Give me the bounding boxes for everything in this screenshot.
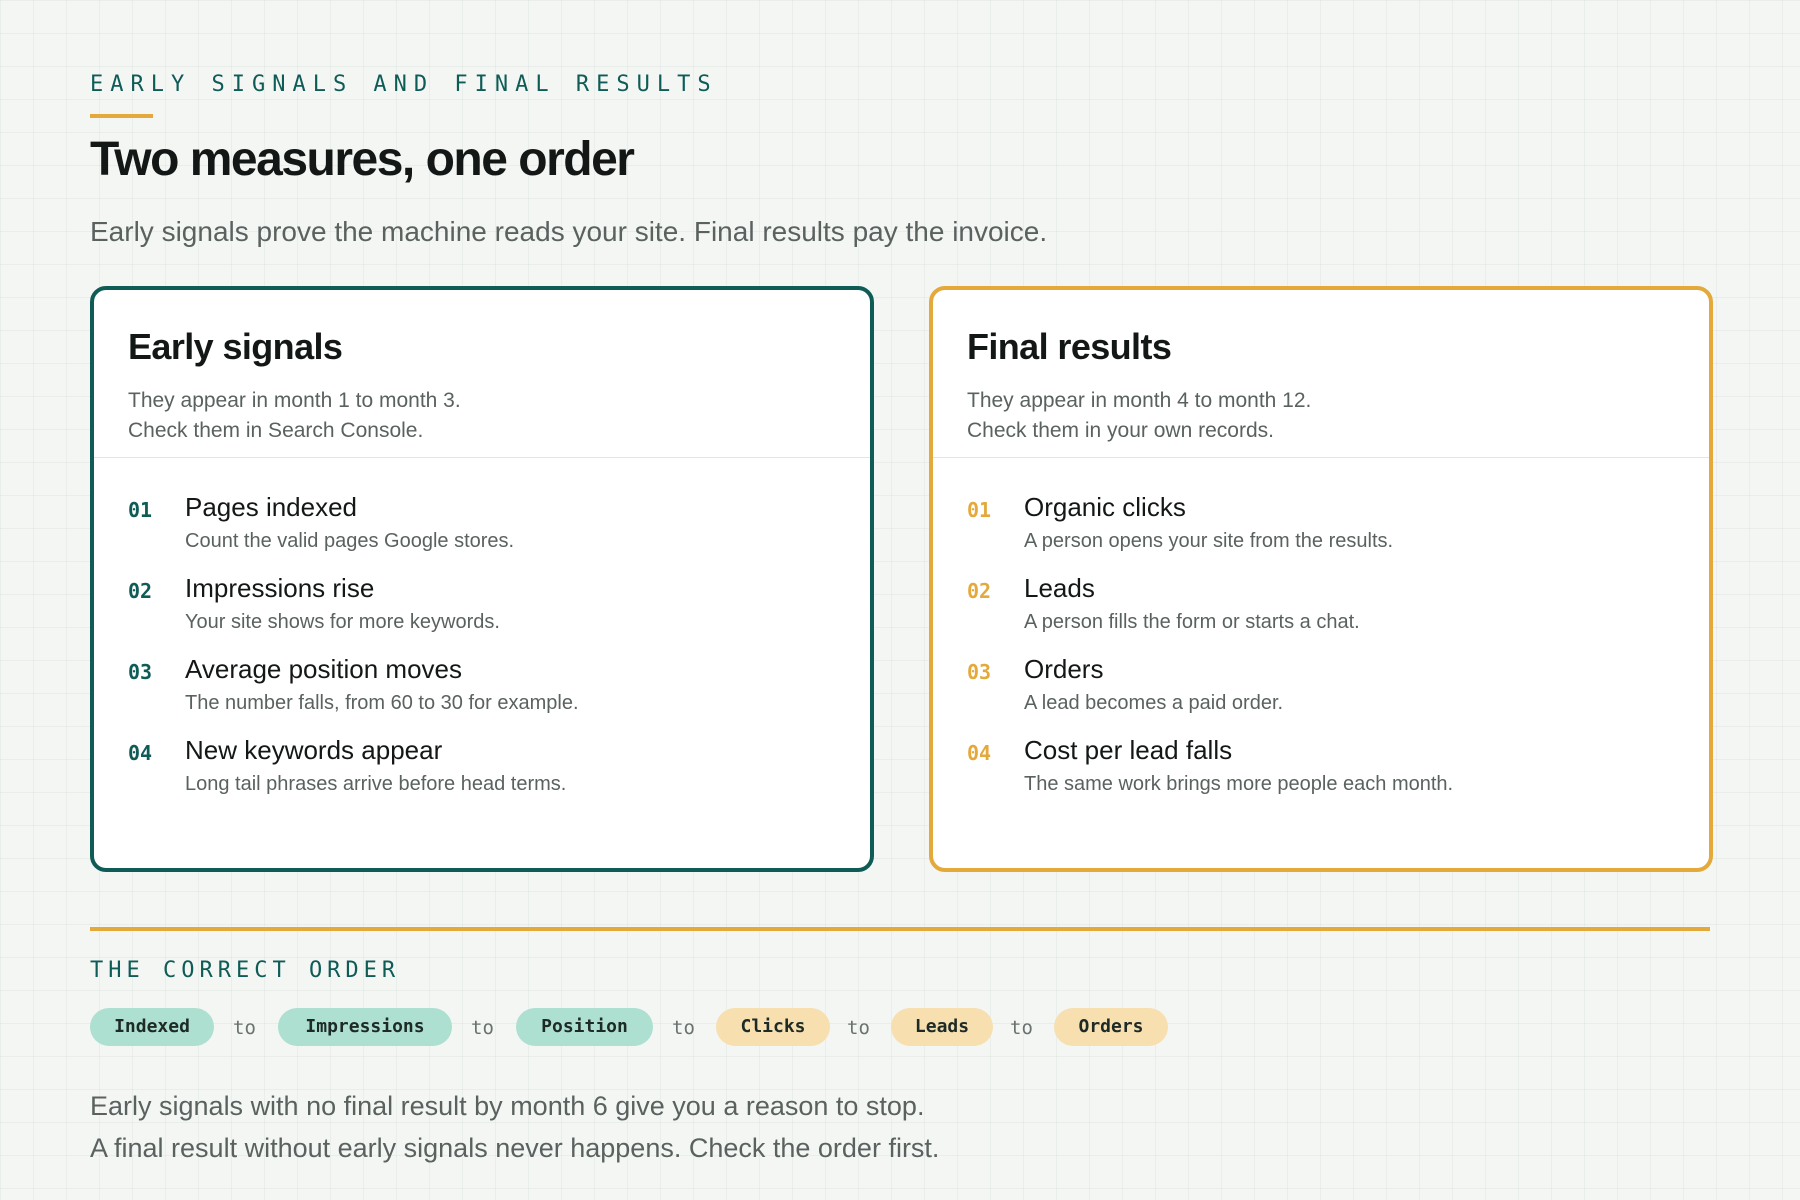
item-title: Pages indexed (185, 492, 358, 522)
item-title: New keywords appear (185, 735, 443, 765)
step-chip-clicks: Clicks (716, 1008, 830, 1046)
list-item (933, 648, 1709, 728)
order-eyebrow: THE CORRECT ORDER (90, 958, 401, 983)
card-header (94, 290, 870, 458)
card-description-line: They appear in month 1 to month 3. (128, 389, 461, 412)
item-number: 03 (967, 660, 992, 684)
item-title: Cost per lead falls (1024, 735, 1233, 765)
item-description: Count the valid pages Google stores. (185, 530, 515, 552)
step-separator: to (1010, 1017, 1033, 1039)
section-divider (90, 927, 1710, 931)
item-description: A person fills the form or starts a chat. (1024, 611, 1360, 633)
list-item (94, 486, 870, 566)
item-description: The same work brings more people each month. (1024, 773, 1454, 795)
list-item (933, 729, 1709, 809)
step-chip-position: Position (516, 1008, 653, 1046)
page-subtitle: Early signals prove the machine reads your site. Final results pay the invoice. (90, 216, 1048, 247)
item-description: The number falls, from 60 to 30 for example. (185, 692, 579, 714)
card-title: Early signals (128, 326, 343, 367)
card-header (933, 290, 1709, 458)
step-separator: to (672, 1017, 695, 1039)
page (90, 0, 1710, 1200)
item-number: 02 (967, 579, 992, 603)
list-item (94, 567, 870, 647)
item-number: 01 (128, 498, 153, 522)
step-chip-indexed: Indexed (90, 1008, 214, 1046)
footer-note (90, 1085, 939, 1169)
early-signals-card (90, 286, 874, 872)
item-description: A lead becomes a paid order. (1024, 692, 1284, 714)
order-flow (90, 1008, 1710, 1048)
item-number: 01 (967, 498, 992, 522)
card-description (128, 386, 461, 446)
item-number: 04 (128, 741, 153, 765)
footer-line: A final result without early signals never happens. Check the order first. (90, 1133, 940, 1163)
step-chip-leads: Leads (891, 1008, 993, 1046)
card-title: Final results (967, 326, 1172, 367)
list-item (933, 567, 1709, 647)
item-description: Long tail phrases arrive before head terms. (185, 773, 567, 795)
page-title: Two measures, one order (90, 133, 634, 186)
item-title: Organic clicks (1024, 492, 1186, 522)
item-number: 02 (128, 579, 153, 603)
item-number: 03 (128, 660, 153, 684)
card-description (967, 386, 1311, 446)
card-description-line: Check them in your own records. (967, 419, 1274, 442)
card-description-line: They appear in month 4 to month 12. (967, 389, 1312, 412)
item-title: Orders (1024, 654, 1104, 684)
eyebrow-accent-rule (90, 114, 153, 118)
list-item (933, 486, 1709, 566)
step-separator: to (847, 1017, 870, 1039)
card-description-line: Check them in Search Console. (128, 419, 424, 442)
list-item (94, 729, 870, 809)
item-title: Impressions rise (185, 573, 375, 603)
step-separator: to (471, 1017, 494, 1039)
item-description: A person opens your site from the results. (1024, 530, 1394, 552)
final-results-card (929, 286, 1713, 872)
footer-line: Early signals with no final result by month 6 give you a reason to stop. (90, 1091, 925, 1121)
item-description: Your site shows for more keywords. (185, 611, 500, 633)
step-separator: to (233, 1017, 256, 1039)
item-number: 04 (967, 741, 992, 765)
step-chip-impressions: Impressions (278, 1008, 452, 1046)
list-item (94, 648, 870, 728)
step-chip-orders: Orders (1054, 1008, 1168, 1046)
item-title: Average position moves (185, 654, 463, 684)
section-eyebrow: EARLY SIGNALS AND FINAL RESULTS (90, 72, 718, 97)
item-title: Leads (1024, 573, 1095, 603)
